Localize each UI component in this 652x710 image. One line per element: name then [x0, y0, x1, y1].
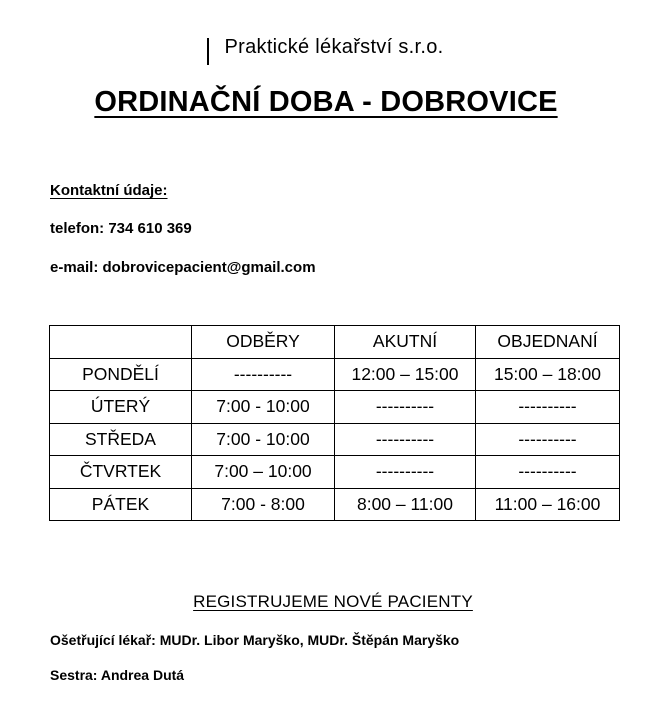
schedule-table [49, 325, 620, 521]
header-cell-objednani: OBJEDNANÍ [476, 326, 620, 359]
time-cell: 7:00 - 8:00 [192, 488, 335, 521]
company-name: Praktické lékařství s.r.o. [224, 36, 444, 58]
nurse-line: Sestra: Andrea Dutá [50, 667, 185, 683]
table-row [50, 358, 620, 391]
time-cell: ---------- [335, 456, 476, 489]
page-title: ORDINAČNÍ DOBA - DOBROVICE [94, 86, 558, 118]
table-row [50, 456, 620, 489]
time-cell: 12:00 – 15:00 [335, 358, 476, 391]
time-cell: ---------- [335, 391, 476, 424]
time-cell: ---------- [335, 423, 476, 456]
day-cell: STŘEDA [50, 423, 192, 456]
table-row [50, 423, 620, 456]
register-notice: REGISTRUJEME NOVÉ PACIENTY [193, 592, 473, 611]
time-cell: ---------- [476, 391, 620, 424]
contact-email: e-mail: dobrovicepacient@gmail.com [50, 259, 316, 276]
time-cell: 7:00 – 10:00 [192, 456, 335, 489]
doctors-line: Ošetřující lékař: MUDr. Libor Maryško, MUDr. Štěpán Maryško [50, 632, 460, 648]
header-cell-empty [50, 326, 192, 359]
time-cell: ---------- [476, 456, 620, 489]
table-row [50, 391, 620, 424]
day-cell: ČTVRTEK [50, 456, 192, 489]
table-row [50, 488, 620, 521]
time-cell: 7:00 - 10:00 [192, 391, 335, 424]
table-header-row [50, 326, 620, 359]
time-cell: ---------- [476, 423, 620, 456]
contact-phone: telefon: 734 610 369 [50, 220, 192, 237]
day-cell: ÚTERÝ [50, 391, 192, 424]
header-cell-odbery: ODBĚRY [192, 326, 335, 359]
time-cell: 8:00 – 11:00 [335, 488, 476, 521]
header-cell-akutni: AKUTNÍ [335, 326, 476, 359]
time-cell: 11:00 – 16:00 [476, 488, 620, 521]
time-cell: 15:00 – 18:00 [476, 358, 620, 391]
time-cell: 7:00 - 10:00 [192, 423, 335, 456]
day-cell: PÁTEK [50, 488, 192, 521]
time-cell: ---------- [192, 358, 335, 391]
day-cell: PONDĚLÍ [50, 358, 192, 391]
contact-heading: Kontaktní údaje: [50, 182, 168, 199]
